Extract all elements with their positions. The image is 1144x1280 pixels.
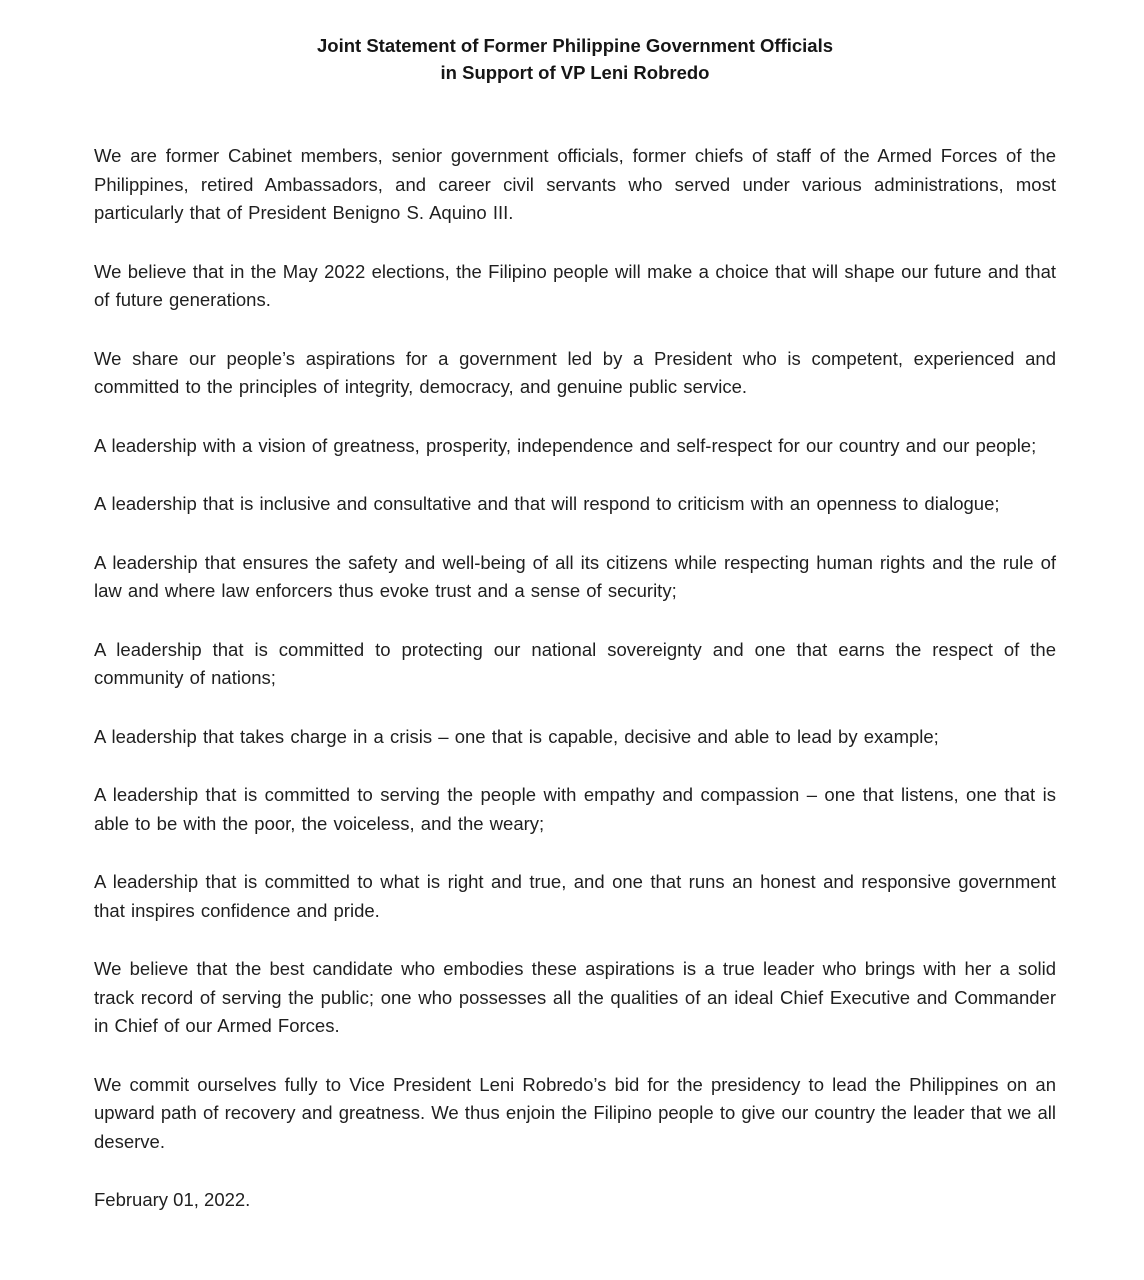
paragraph-leadership-crisis: A leadership that takes charge in a crisis – one that is capable, decisive and able to lead by example;	[94, 725, 939, 747]
paragraph-commitment: We commit ourselves fully to Vice President Leni Robredo’s bid for the presidency to lead the Philippines on an upward path of recovery and greatness. We thus enjoin the Filipino people to give our country the leader that we all deserve.	[94, 1073, 1056, 1152]
paragraph-leadership-inclusive: A leadership that is inclusive and consultative and that will respond to criticism with an openness to dialogue;	[94, 493, 1000, 514]
paragraph-elections: We believe that in the May 2022 elections, the Filipino people will make a choice that will shape our future and that of future generations.	[94, 260, 1056, 310]
document-title-line2: in Support of VP Leni Robredo	[440, 62, 710, 83]
paragraph-leadership-empathy: A leadership that is committed to serving the people with empathy and compassion – one that listens, one that is able to be with the poor, the voiceless, and the weary;	[94, 784, 1056, 834]
paragraph-leadership-vision: A leadership with a vision of greatness, prosperity, independence and self-respect for our country and our people;	[94, 434, 1037, 456]
paragraph-aspirations: We share our people’s aspirations for a government led by a President who is competent, experienced and committed to the principles of integrity, democracy, and genuine public service.	[94, 347, 1056, 397]
paragraph-intro: We are former Cabinet members, senior government officials, former chiefs of staff of the Armed Forces of the Philippines, retired Ambassadors, and career civil servants who served under various administrations, most particularly that of President Benigno S. Aquino III.	[94, 145, 1056, 223]
document-title	[94, 32, 1056, 86]
document-body	[94, 142, 1056, 1156]
document-date: February 01, 2022.	[94, 1189, 251, 1210]
paragraph-leadership-sovereignty: A leadership that is committed to protecting our national sovereignty and one that earns the respect of the community of nations;	[94, 638, 1056, 688]
title-spacer	[94, 86, 1056, 142]
paragraph-leadership-safety: A leadership that ensures the safety and well-being of all its citizens while respecting human rights and the rule of law and where law enforcers thus evoke trust and a sense of security;	[94, 551, 1056, 601]
document-title-line1: Joint Statement of Former Philippine Government Officials	[316, 35, 834, 56]
paragraph-best-candidate: We believe that the best candidate who embodies these aspirations is a true leader who brings with her a solid track record of serving the public; one who possesses all the qualities of an ideal Chief Executive and Commander in Chief of our Armed Forces.	[94, 958, 1056, 1036]
paragraph-leadership-honest: A leadership that is committed to what is right and true, and one that runs an honest and responsive government that inspires confidence and pride.	[94, 871, 1056, 921]
